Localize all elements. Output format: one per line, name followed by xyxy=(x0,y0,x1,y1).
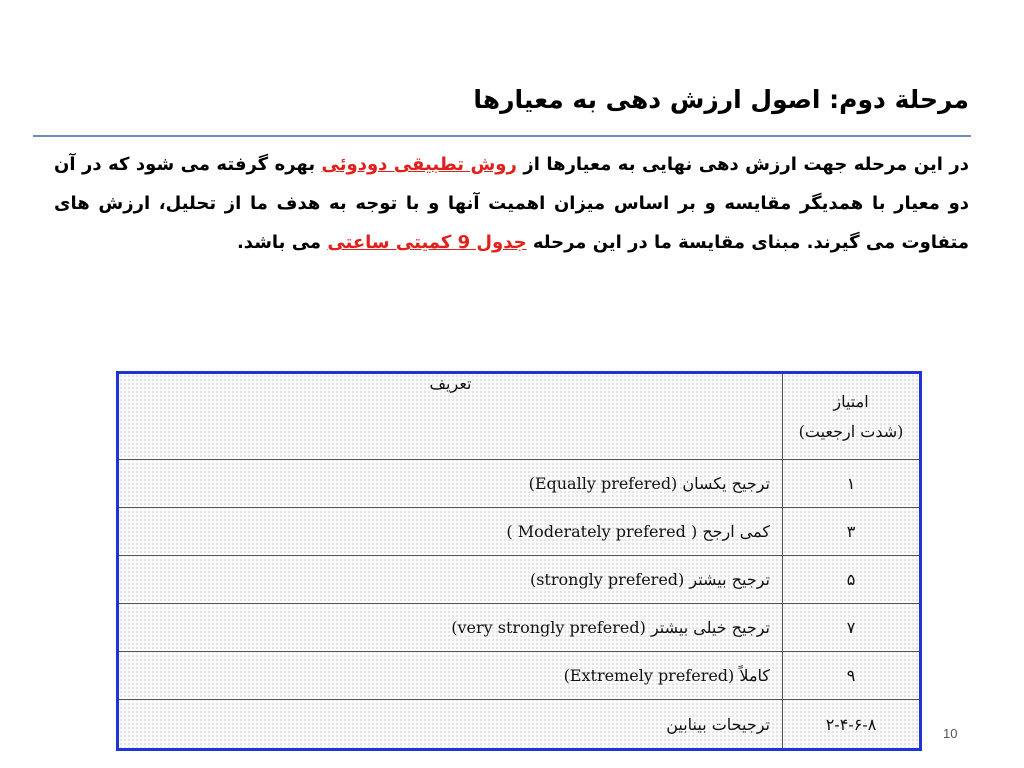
definition-en: (very strongly prefered) xyxy=(451,618,646,638)
table-row xyxy=(119,604,919,652)
definition-cell xyxy=(119,604,783,652)
definition-cell xyxy=(119,556,783,604)
paragraph-part-2: بهره گرفته می شود که در آن دو معیار با همدیگر مقایسه و بر اساس میزان اهمیت آنها و با توجه به هدف ما از تحلیل، ارزش های متفاوت می گیرند. مبنای مقایسة ما در این مرحله xyxy=(54,154,969,253)
table-header-row xyxy=(119,374,919,460)
highlight-saaty-table: جدول 9 کمیتی ساعتی xyxy=(327,232,527,253)
table-row xyxy=(119,460,919,508)
definition-en: (Equally prefered) xyxy=(528,474,678,494)
page-number: 10 xyxy=(943,726,958,741)
highlight-pairwise-method: روش تطبیقی دودوئی xyxy=(321,154,517,175)
score-header-line-2: (شدت ارجعیت) xyxy=(798,421,904,441)
body-paragraph xyxy=(54,145,969,262)
definition-cell xyxy=(119,652,783,700)
definition-fa: ترجیح بیشتر xyxy=(689,570,770,590)
table-row xyxy=(119,508,919,556)
score-cell: ۷ xyxy=(783,604,920,652)
slide-title: مرحلة دوم: اصول ارزش دهی به معیارها xyxy=(473,85,969,114)
score-cell: ۱ xyxy=(783,460,920,508)
definition-fa: کاملاً xyxy=(739,666,770,686)
title-divider xyxy=(33,135,971,137)
definition-fa: کمی ارجح xyxy=(702,522,770,542)
table-row xyxy=(119,556,919,604)
paragraph-part-3: می باشد. xyxy=(236,232,328,253)
score-cell: ۹ xyxy=(783,652,920,700)
score-cell: ۲-۴-۶-۸ xyxy=(783,700,920,748)
definition-fa: ترجیح خیلی بیشتر xyxy=(650,618,770,638)
definition-cell xyxy=(119,460,783,508)
table-row xyxy=(119,700,919,748)
saaty-scale-table-image xyxy=(116,371,922,751)
score-cell: ۳ xyxy=(783,508,920,556)
score-column-header xyxy=(783,374,920,460)
definition-cell xyxy=(119,700,783,748)
paragraph-part-1: در این مرحله جهت ارزش دهی نهایی به معیارها از xyxy=(516,154,969,175)
definition-fa: ترجیح یکسان xyxy=(682,474,770,494)
definition-column-header: تعریف xyxy=(119,374,783,460)
definition-fa: ترجیحات بینابین xyxy=(666,714,770,734)
definition-cell xyxy=(119,508,783,556)
definition-en: (strongly prefered) xyxy=(529,570,685,590)
saaty-scale-table xyxy=(119,374,919,748)
score-cell: ۵ xyxy=(783,556,920,604)
table-row xyxy=(119,652,919,700)
definition-en: (Extremely prefered) xyxy=(563,666,735,686)
definition-en: ( Moderately prefered ) xyxy=(506,522,698,542)
score-header-line-1: امتیاز xyxy=(833,391,869,411)
